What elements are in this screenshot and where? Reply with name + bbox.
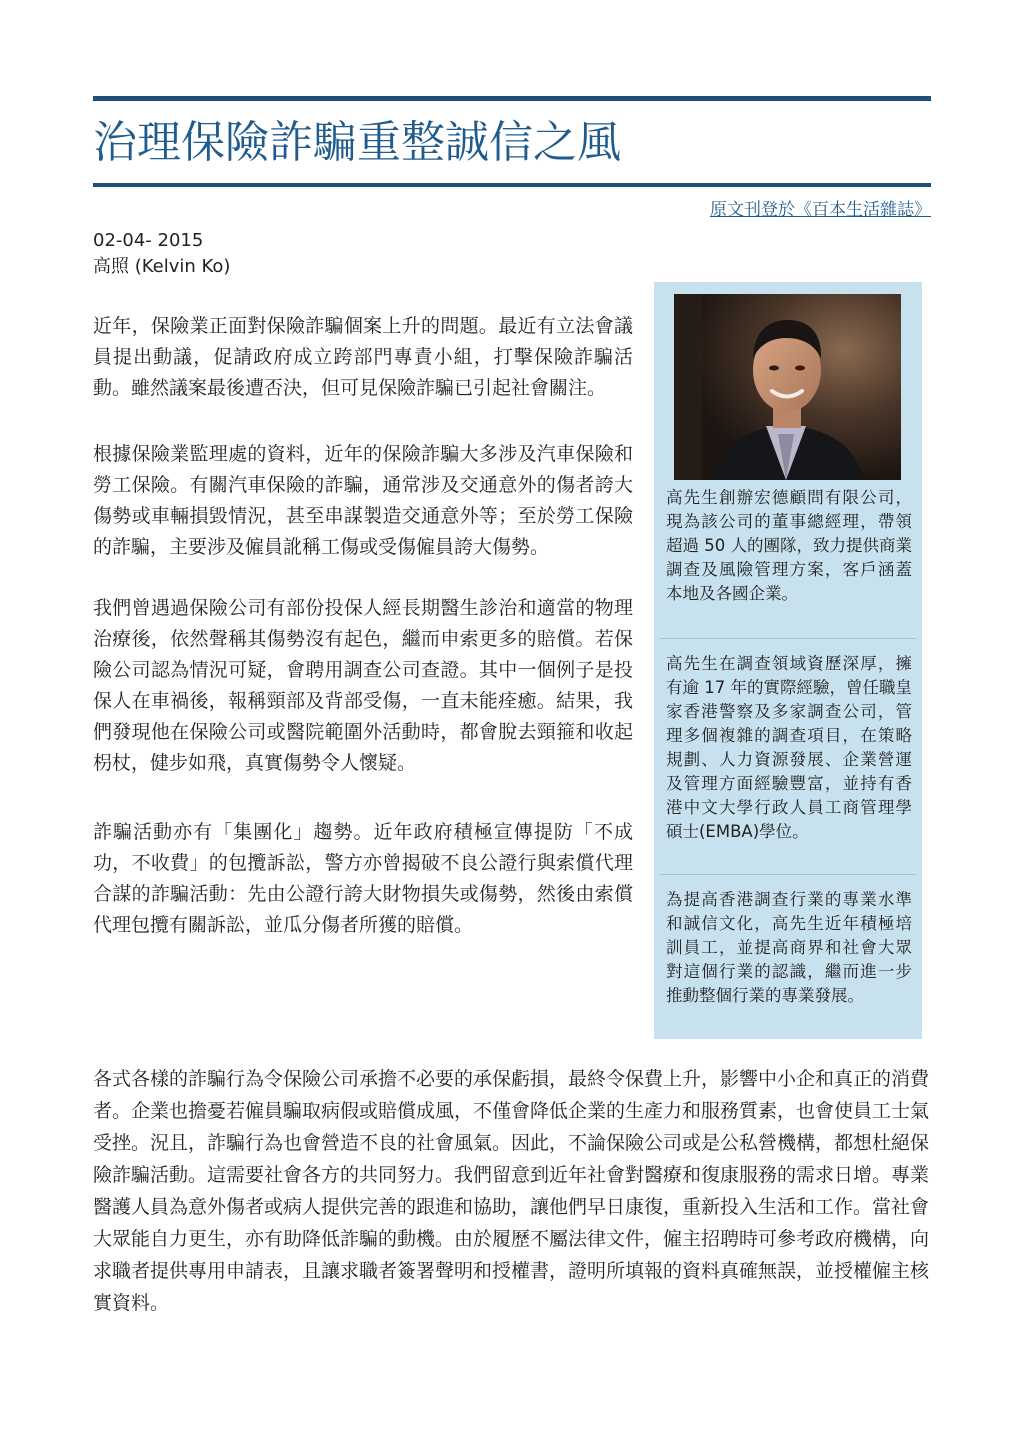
bio-paragraph-2: 高先生在調查領域資歷深厚，擁有逾 17 年的實際經驗，曾任職皇家香港警察及多家調查公司，管理多個複雜的調查項目，在策略規劃、人力資源發展、企業營運及管理方面經驗豐富，並持有香港中文大學行政人員工商管理學碩士(EMBA)學位。 (666, 654, 912, 841)
source-link[interactable]: 原文刊登於《百本生活雜誌》 (710, 200, 931, 220)
sidebar-divider (660, 638, 916, 639)
author-name: 高照 (Kelvin Ko) (93, 256, 231, 277)
paragraph-1: 近年，保險業正面對保險詐騙個案上升的問題。最近有立法會議員提出動議，促請政府成立跨部門專責小組，打擊保險詐騙活動。雖然議案最後遭否決，但可見保險詐騙已引起社會關注。 (93, 315, 633, 399)
bio-paragraph-3: 為提高香港調查行業的專業水準和誠信文化，高先生近年積極培訓員工，並提高商界和社會大眾對這個行業的認識，繼而進一步推動整個行業的專業發展。 (666, 890, 912, 1005)
page-title: 治理保險詐騙重整誠信之風 (93, 117, 621, 168)
paragraph-3: 我們曾遇過保險公司有部份投保人經長期醫生診治和適當的物理治療後，依然聲稱其傷勢沒有起色，繼而申索更多的賠償。若保險公司認為情況可疑，會聘用調查公司查證。其中一個例子是投保人在車禍後，報稱頸部及背部受傷，一直未能痊癒。結果，我們發現他在保險公司或醫院範圍外活動時，都會脫去頸箍和收起枴杖，健步如飛，真實傷勢令人懷疑。 (93, 597, 633, 774)
author-portrait-photo (674, 294, 901, 480)
publish-date: 02-04- 2015 (93, 230, 204, 251)
sidebar-divider (660, 874, 916, 875)
title-top-rule (93, 96, 931, 101)
paragraph-4: 詐騙活動亦有「集團化」趨勢。近年政府積極宣傳提防「不成功，不收費」的包攬訴訟，警方亦曾揭破不良公證行與索償代理合謀的詐騙活動：先由公證行誇大財物損失或傷勢，然後由索償代理包攬有關訴訟，並瓜分傷者所獲的賠償。 (93, 821, 633, 936)
bio-paragraph-1: 高先生創辦宏德顧問有限公司，現為該公司的董事總經理，帶領超過 50 人的團隊，致力提供商業調查及風險管理方案，客戶涵蓋本地及各國企業。 (666, 488, 912, 603)
paragraph-2: 根據保險業監理處的資料，近年的保險詐騙大多涉及汽車保險和勞工保險。有關汽車保險的詐騙，通常涉及交通意外的傷者誇大傷勢或車輛損毀情況，甚至串謀製造交通意外等；至於勞工保險的詐騙，主要涉及僱員訛稱工傷或受傷僱員誇大傷勢。 (93, 443, 633, 558)
author-bio-sidebar (654, 282, 922, 1039)
title-bottom-rule (93, 183, 931, 187)
article-left-column (93, 311, 633, 976)
paragraph-5-full-width: 各式各樣的詐騙行為令保險公司承擔不必要的承保虧損，最終令保費上升，影響中小企和真正的消費者。企業也擔憂若僱員騙取病假或賠償成風，不僅會降低企業的生產力和服務質素，也會使員工士氣受挫。況且，詐騙行為也會營造不良的社會風氣。因此，不論保險公司或是公私營機構，都想杜絕保險詐騙活動。這需要社會各方的共同努力。我們留意到近年社會對醫療和復康服務的需求日增。專業醫護人員為意外傷者或病人提供完善的跟進和協助，讓他們早日康復，重新投入生活和工作。當社會大眾能自力更生，亦有助降低詐騙的動機。由於履歷不屬法律文件，僱主招聘時可參考政府機構，向求職者提供專用申請表，且讓求職者簽署聲明和授權書，證明所填報的資料真確無誤，並授權僱主核實資料。 (93, 1068, 930, 1314)
